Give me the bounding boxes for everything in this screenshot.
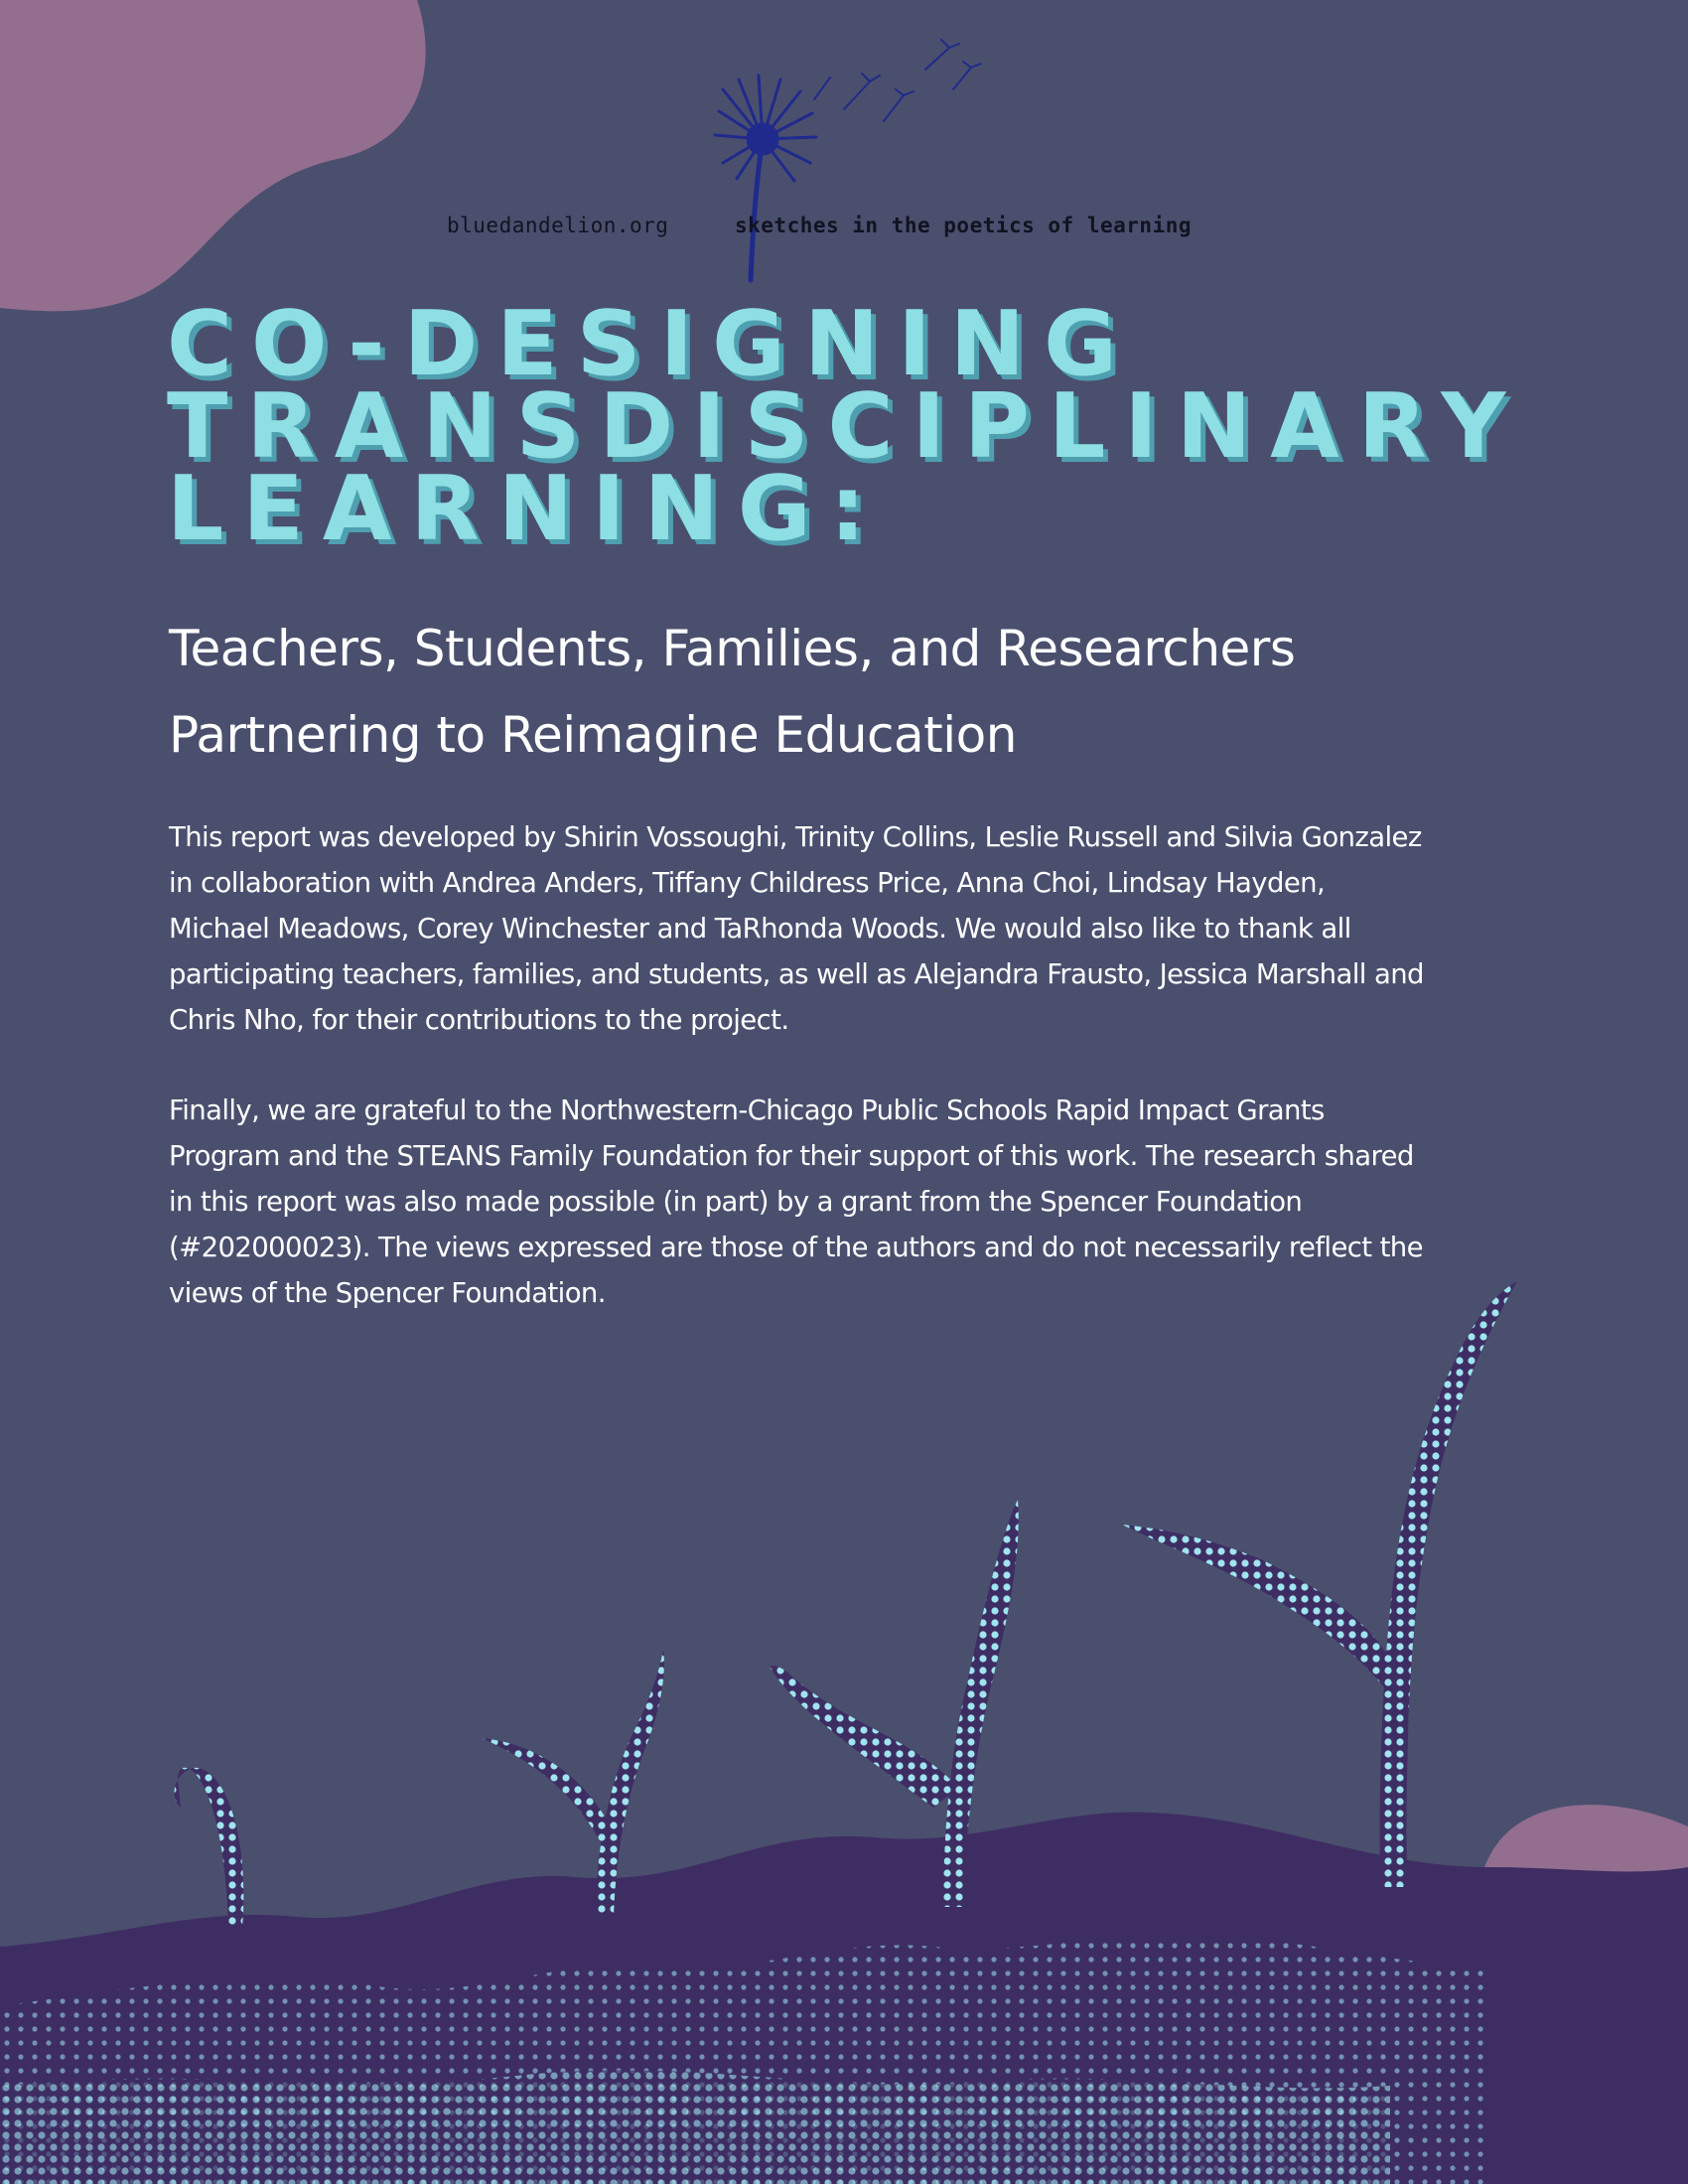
sprouts-illustration bbox=[0, 1271, 1688, 2184]
site-header bbox=[0, 0, 1688, 288]
paragraph-line: (#202000023). The views expressed are those of the authors and do not necessarily reflect the bbox=[169, 1232, 1423, 1263]
paragraph-line: participating teachers, families, and students, as well as Alejandra Frausto, Jessica Marshall and bbox=[169, 958, 1424, 990]
paragraph-line: Program and the STEANS Family Foundation for their support of this work. The research shared bbox=[169, 1140, 1414, 1172]
title-line: LEARNING: bbox=[167, 457, 885, 561]
report-title bbox=[167, 292, 1636, 561]
dandelion-icon bbox=[635, 30, 993, 288]
paragraph-line: Finally, we are grateful to the Northwestern-Chicago Public Schools Rapid Impact Grants bbox=[169, 1094, 1325, 1126]
title-line: CO-DESIGNING bbox=[167, 292, 1136, 396]
subtitle-line: Teachers, Students, Families, and Researchers bbox=[169, 620, 1296, 677]
paragraph-line: in this report was also made possible (in part) by a grant from the Spencer Foundation bbox=[169, 1186, 1303, 1218]
report-subtitle bbox=[169, 606, 1559, 779]
paragraph-line: Michael Meadows, Corey Winchester and TaRhonda Woods. We would also like to thank all bbox=[169, 913, 1351, 945]
site-name: bluedandelion.org bbox=[447, 214, 669, 237]
paragraph-line: Chris Nho, for their contributions to the project. bbox=[169, 1004, 789, 1036]
title-line: TRANSDISCIPLINARY bbox=[167, 374, 1525, 479]
paragraph-line: views of the Spencer Foundation. bbox=[169, 1277, 606, 1309]
paragraph-line: in collaboration with Andrea Anders, Tiffany Childress Price, Anna Choi, Lindsay Hayden, bbox=[169, 867, 1326, 899]
paragraph-line: This report was developed by Shirin Vossoughi, Trinity Collins, Leslie Russell and Silvia Gonzalez bbox=[169, 821, 1422, 853]
subtitle-line: Partnering to Reimagine Education bbox=[169, 706, 1017, 764]
site-tagline: sketches in the poetics of learning bbox=[735, 214, 1193, 237]
authors-paragraph bbox=[169, 814, 1539, 1043]
